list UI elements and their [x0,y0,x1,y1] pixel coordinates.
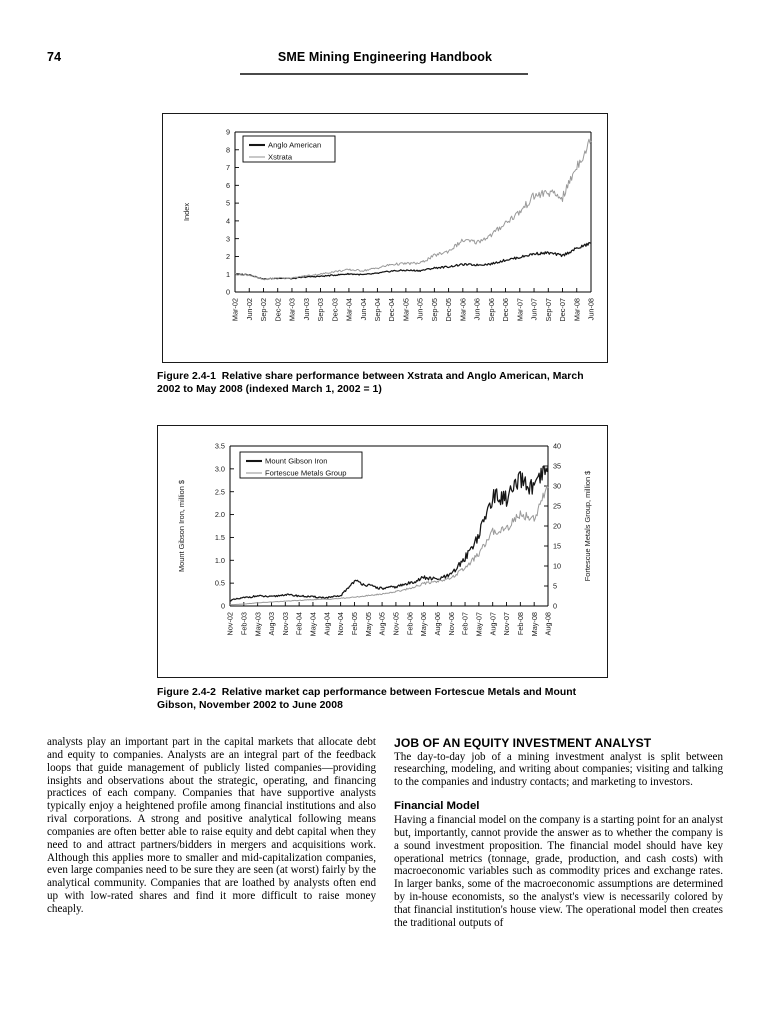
figure-2-caption-text: Relative market cap performance between Fortescue Metals and Mount Gibson, November 2002 to June 2008 [157,687,577,711]
svg-text:May-07: May-07 [474,612,484,637]
svg-text:Jun-06: Jun-06 [472,298,482,321]
svg-text:Aug-03: Aug-03 [267,612,277,636]
svg-text:Mar-02: Mar-02 [230,298,240,322]
svg-text:Dec-06: Dec-06 [501,298,511,322]
svg-text:Mount Gibson Iron: Mount Gibson Iron [265,456,328,466]
svg-text:3.0: 3.0 [214,464,225,474]
svg-text:Fortescue Metals Group, millio: Fortescue Metals Group, million $ [583,470,592,582]
page-number: 74 [47,50,62,64]
svg-text:May-05: May-05 [363,612,373,637]
svg-text:May-03: May-03 [253,612,263,637]
svg-text:3: 3 [225,234,230,244]
svg-text:Sep-07: Sep-07 [543,298,553,322]
svg-text:May-08: May-08 [529,612,539,637]
svg-text:Index: Index [182,202,191,222]
left-column-paragraph-1: analysts play an important part in the capital markets that allocate debt and equity to companies. Analysts are an integral part of the feedback loops that guide management of publicly listed companies—providing insights and observations about the strategic, operating, and financing practices of each company. Companies that have supportive analysts typically enjoy a heightened profile among financial institutions and also rival corporations. A strong and positive analytical following means companies are often better able to raise equity and debt capital when they need to and attract partners/bidders in mergers and acquisitions work. Although this applies more to smaller and mid-capitalization companies, even large companies need to be sure they are seen (at worst) fairly by the analytical community. Companies that are loathed by analysts often end up with low-rated shares and find it more difficult to raise money cheaply. [47,736,376,915]
svg-text:1: 1 [225,269,230,279]
svg-text:Dec-02: Dec-02 [273,298,283,322]
svg-text:Anglo American: Anglo American [268,140,322,150]
svg-text:Mar-07: Mar-07 [515,298,525,322]
figure-2-frame [157,425,608,678]
svg-text:Jun-03: Jun-03 [301,298,311,321]
page-header [0,50,768,84]
figure-1-caption-label: Figure 2.4-1 [157,371,216,382]
svg-text:Feb-04: Feb-04 [294,612,304,636]
svg-text:0: 0 [225,287,230,297]
figure-1-frame [162,113,608,363]
svg-text:7: 7 [225,163,230,173]
svg-text:Dec-03: Dec-03 [330,298,340,322]
svg-text:Xstrata: Xstrata [268,152,293,162]
svg-text:4: 4 [225,216,230,226]
right-column-paragraph-2: Having a financial model on the company is a starting point for an analyst but, importantly, cannot provide the answer as to whether the company is a sound investment proposition. The financial model should have key operational metrics (tonnage, grade, production, and cash costs) with macroeconomic variables such as commodity prices and exchange rates. In larger banks, some of the macroeconomic assumptions are determined by in-house economists, so the analyst's view is necessarily colored by that financial institution's house view. The operational model then creates the traditional outputs of [394,814,723,929]
svg-text:30: 30 [553,481,562,491]
section-heading-job-of-analyst: JOB OF AN EQUITY INVESTMENT ANALYST [394,736,652,750]
svg-text:Mar-03: Mar-03 [287,298,297,322]
svg-text:5: 5 [553,581,558,591]
svg-text:Aug-08: Aug-08 [543,612,553,636]
svg-text:3.5: 3.5 [214,441,225,451]
svg-text:Mar-04: Mar-04 [344,298,354,322]
svg-text:Nov-02: Nov-02 [225,612,235,636]
right-column [394,736,723,930]
svg-text:Jun-08: Jun-08 [586,298,596,321]
svg-text:Aug-06: Aug-06 [432,612,442,636]
svg-text:1.5: 1.5 [214,533,225,543]
svg-text:Feb-08: Feb-08 [515,612,525,636]
svg-text:0: 0 [220,601,225,611]
svg-text:Nov-06: Nov-06 [446,612,456,636]
svg-text:10: 10 [553,561,562,571]
svg-text:0: 0 [553,601,558,611]
header-rule [240,73,528,75]
svg-text:9: 9 [225,127,230,137]
svg-text:Mount Gibson Iron, million $: Mount Gibson Iron, million $ [177,479,186,573]
svg-text:25: 25 [553,501,562,511]
body-columns [47,736,723,976]
svg-text:Feb-07: Feb-07 [460,612,470,636]
svg-text:Jun-07: Jun-07 [529,298,539,321]
figure-2-caption-label: Figure 2.4-2 [157,687,216,698]
svg-text:Mar-08: Mar-08 [572,298,582,322]
svg-text:15: 15 [553,541,562,551]
svg-text:May-04: May-04 [308,612,318,637]
svg-text:Sep-04: Sep-04 [373,298,382,322]
chart-mountgibson-fortescue [158,426,607,677]
svg-text:Feb-06: Feb-06 [405,612,415,636]
svg-text:Aug-04: Aug-04 [322,612,332,636]
left-column [47,736,376,916]
right-column-paragraph-1: The day-to-day job of a mining investment analyst is split between researching, modeling, and writing about companies; visiting and talking to the companies and industry contacts; and marketing to investors. [394,750,723,789]
svg-text:6: 6 [225,180,230,190]
svg-text:35: 35 [553,461,562,471]
svg-text:5: 5 [225,198,230,208]
running-head-title: SME Mining Engineering Handbook [277,50,493,64]
svg-text:Fortescue Metals Group: Fortescue Metals Group [265,468,347,478]
svg-text:Mar-06: Mar-06 [458,298,468,322]
chart-anglo-xstrata [163,114,607,362]
svg-text:Sep-02: Sep-02 [259,298,269,322]
svg-text:Dec-04: Dec-04 [387,298,397,322]
svg-text:0.5: 0.5 [214,578,225,588]
svg-text:2.5: 2.5 [214,487,225,497]
svg-text:20: 20 [553,521,562,531]
svg-text:Sep-06: Sep-06 [486,298,496,322]
svg-text:8: 8 [225,145,230,155]
svg-text:May-06: May-06 [419,612,429,637]
svg-text:1.0: 1.0 [214,555,225,565]
svg-text:Dec-05: Dec-05 [444,298,454,322]
svg-text:Nov-04: Nov-04 [336,612,346,636]
svg-text:Mar-05: Mar-05 [401,298,411,322]
svg-text:Sep-03: Sep-03 [316,298,326,322]
svg-text:Nov-05: Nov-05 [391,612,401,636]
svg-text:40: 40 [553,441,562,451]
svg-text:Nov-03: Nov-03 [280,612,290,636]
sub-heading-financial-model: Financial Model [394,800,480,813]
svg-text:Sep-05: Sep-05 [429,298,439,322]
svg-text:Jun-02: Jun-02 [244,298,254,321]
svg-text:Dec-07: Dec-07 [558,298,568,322]
svg-text:Aug-07: Aug-07 [488,612,498,636]
svg-text:Jun-05: Jun-05 [415,298,425,321]
svg-text:2.0: 2.0 [214,510,225,520]
figure-2-caption [157,687,597,712]
svg-text:Jun-04: Jun-04 [358,298,368,321]
svg-text:Feb-03: Feb-03 [239,612,249,636]
svg-text:2: 2 [225,252,230,262]
svg-text:Aug-05: Aug-05 [377,612,387,636]
figure-1-caption [157,371,597,396]
figure-1-caption-text: Relative share performance between Xstrata and Anglo American, March 2002 to May 2008 (indexed March 1, 2002 = 1) [157,371,584,395]
svg-text:Feb-05: Feb-05 [350,612,360,636]
svg-text:Nov-07: Nov-07 [502,612,512,636]
